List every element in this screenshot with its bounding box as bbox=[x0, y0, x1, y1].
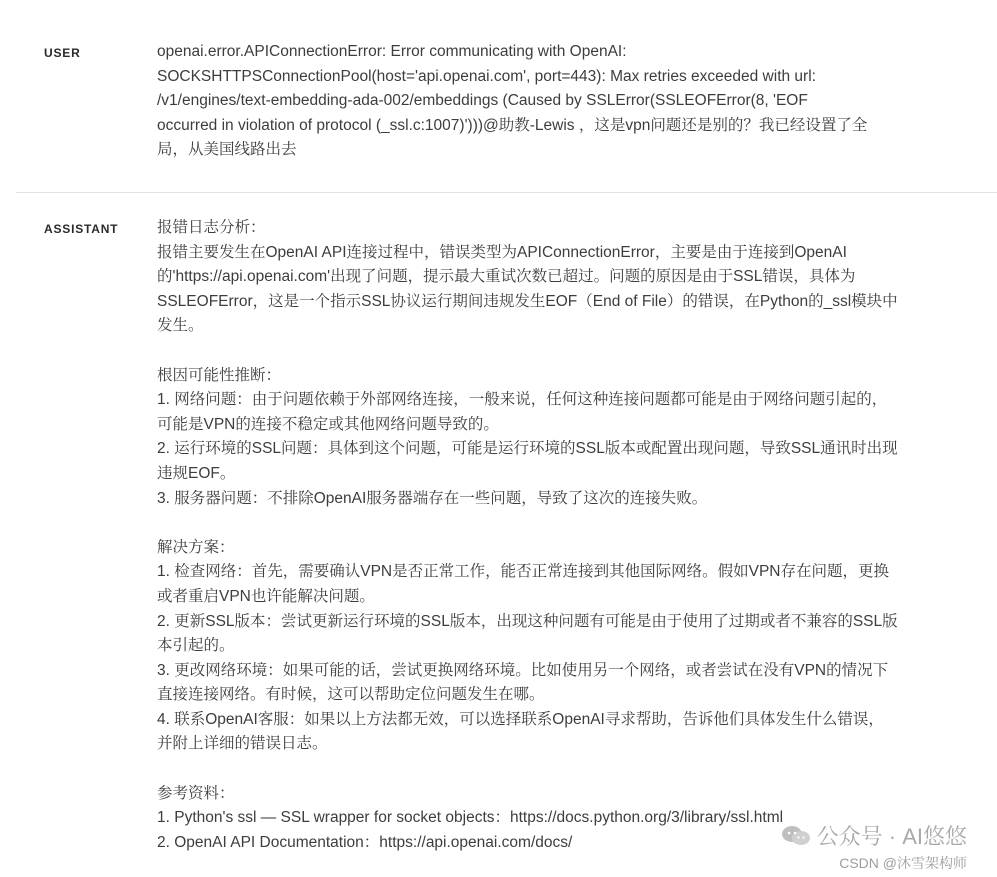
assistant-line: 的'https://api.openai.com'出现了问题，提示最大重试次数已超过。问题的原因是由于SSL错误，具体为 bbox=[157, 268, 856, 286]
assistant-line: 2. 运行环境的SSL问题：具体到这个问题，可能是运行环境的SSL版本或配置出现问题，导致SSL通讯时出现 bbox=[157, 440, 898, 458]
user-line: SOCKSHTTPSConnectionPool(host='api.openai.com', port=443): Max retries exceeded with url: bbox=[157, 67, 816, 85]
assistant-line: 发生。 bbox=[157, 317, 204, 335]
user-line: openai.error.APIConnectionError: Error communicating with OpenAI: bbox=[157, 43, 627, 60]
assistant-line: 4. 联系OpenAI客服：如果以上方法都无效，可以选择联系OpenAI寻求帮助，告诉他们具体发生什么错误， bbox=[157, 710, 884, 728]
assistant-line: 违规EOF。 bbox=[157, 464, 236, 482]
assistant-line: 或者重启VPN也许能解决问题。 bbox=[157, 587, 375, 605]
wechat-icon bbox=[781, 825, 811, 847]
user-line: /v1/engines/text-embedding-ada-002/embeddings (Caused by SSLError(SSLEOFError(8, 'EOF bbox=[157, 92, 808, 110]
watermark-main-text: 公众号 · AI悠悠 bbox=[816, 824, 967, 849]
assistant-line: 并附上详细的错误日志。 bbox=[157, 735, 328, 753]
user-line: 局，从美国线路出去 bbox=[157, 141, 297, 159]
paragraph-gap bbox=[157, 757, 957, 782]
assistant-line: 可能是VPN的连接不稳定或其他网络问题导致的。 bbox=[157, 415, 499, 433]
message-divider bbox=[16, 192, 997, 193]
log-analysis-heading: 报错日志分析： bbox=[157, 219, 266, 236]
assistant-line: 2. 更新SSL版本：尝试更新运行环境的SSL版本，出现这种问题有可能是由于使用了过期或者不兼容的SSL版 bbox=[157, 612, 898, 630]
assistant-line: 本引起的。 bbox=[157, 637, 235, 655]
user-role-label: USER bbox=[44, 46, 81, 60]
assistant-line: 报错主要发生在OpenAI API连接过程中，错误类型为APIConnectionError，主要是由于连接到OpenAI bbox=[157, 243, 847, 261]
assistant-line: 直接连接网络。有时候，这可以帮助定位问题发生在哪。 bbox=[157, 686, 545, 704]
assistant-line: 3. 服务器问题：不排除OpenAI服务器端存在一些问题，导致了这次的连接失败。 bbox=[157, 489, 708, 507]
assistant-line: SSLEOFError，这是一个指示SSL协议运行期间违规发生EOF（End of File）的错误，在Python的_ssl模块中 bbox=[157, 292, 898, 310]
reference-item: 1. Python's ssl — SSL wrapper for socket objects：https://docs.python.org/3/library/ssl.html bbox=[157, 809, 784, 827]
assistant-message-text bbox=[157, 216, 957, 855]
watermark bbox=[781, 820, 967, 873]
user-message-text bbox=[157, 40, 957, 163]
user-line: occurred in violation of protocol (_ssl.c:1007)')))@助教-Lewis ，这是vpn问题还是别的？我已经设置了全 bbox=[157, 116, 868, 134]
watermark-sub-text: CSDN @沐雪架构师 bbox=[839, 855, 967, 871]
assistant-role-label: ASSISTANT bbox=[44, 222, 119, 236]
assistant-line: 1. 检查网络：首先，需要确认VPN是否正常工作，能否正常连接到其他国际网络。假如VPN存在问题，更换 bbox=[157, 563, 889, 581]
root-cause-heading: 根因可能性推断： bbox=[157, 366, 282, 384]
reference-item: 2. OpenAI API Documentation：https://api.openai.com/docs/ bbox=[157, 833, 573, 851]
assistant-line: 1. 网络问题：由于问题依赖于外部网络连接，一般来说，任何这种连接问题都可能是由于网络问题引起的， bbox=[157, 391, 888, 409]
solution-heading: 解决方案： bbox=[157, 538, 235, 556]
references-heading: 参考资料： bbox=[157, 784, 235, 802]
assistant-line: 3. 更改网络环境：如果可能的话，尝试更换网络环境。比如使用另一个网络，或者尝试在没有VPN的情况下 bbox=[157, 661, 889, 679]
paragraph-gap bbox=[157, 339, 957, 364]
watermark-main bbox=[781, 820, 967, 851]
paragraph-gap bbox=[157, 511, 957, 536]
